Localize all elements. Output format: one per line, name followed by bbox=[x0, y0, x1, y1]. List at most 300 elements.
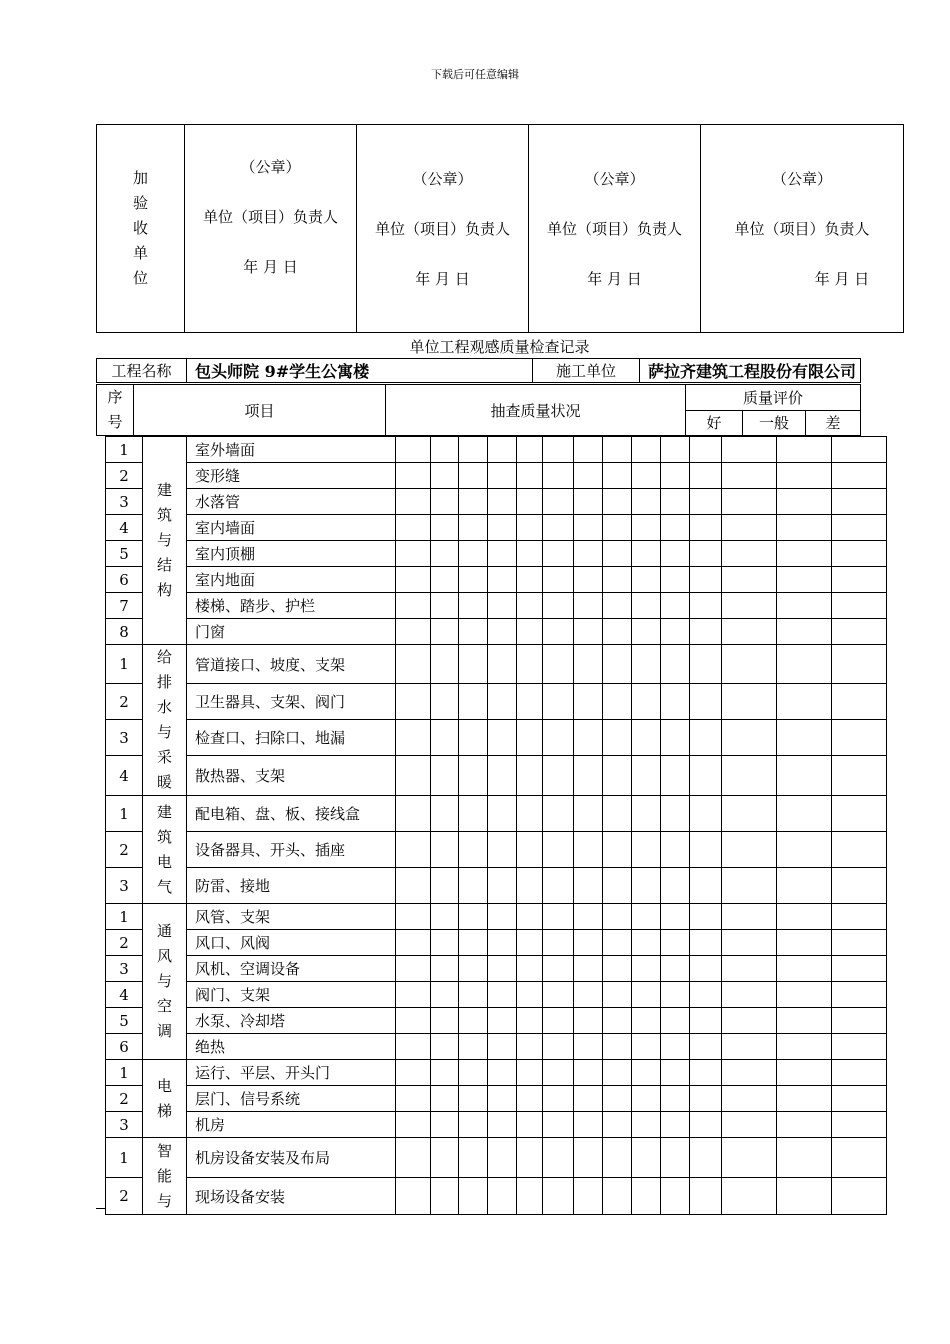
check-cell[interactable] bbox=[517, 645, 543, 684]
check-cell[interactable] bbox=[690, 720, 722, 756]
check-cell[interactable] bbox=[459, 1112, 488, 1138]
eval-good-cell[interactable] bbox=[722, 1178, 777, 1215]
check-cell[interactable] bbox=[603, 489, 632, 515]
check-cell[interactable] bbox=[543, 541, 574, 567]
check-cell[interactable] bbox=[431, 756, 459, 796]
check-cell[interactable] bbox=[396, 1112, 431, 1138]
check-cell[interactable] bbox=[488, 1138, 517, 1178]
check-cell[interactable] bbox=[488, 593, 517, 619]
check-cell[interactable] bbox=[574, 930, 603, 956]
check-cell[interactable] bbox=[543, 1008, 574, 1034]
check-cell[interactable] bbox=[396, 1060, 431, 1086]
eval-poor-cell[interactable] bbox=[832, 1034, 887, 1060]
check-cell[interactable] bbox=[488, 756, 517, 796]
check-cell[interactable] bbox=[690, 982, 722, 1008]
check-cell[interactable] bbox=[459, 437, 488, 463]
check-cell[interactable] bbox=[459, 930, 488, 956]
check-cell[interactable] bbox=[431, 515, 459, 541]
check-cell[interactable] bbox=[396, 593, 431, 619]
eval-poor-cell[interactable] bbox=[832, 1178, 887, 1215]
check-cell[interactable] bbox=[431, 1008, 459, 1034]
eval-poor-cell[interactable] bbox=[832, 796, 887, 832]
eval-normal-cell[interactable] bbox=[777, 1008, 832, 1034]
check-cell[interactable] bbox=[459, 593, 488, 619]
check-cell[interactable] bbox=[543, 756, 574, 796]
check-cell[interactable] bbox=[459, 645, 488, 684]
eval-good-cell[interactable] bbox=[722, 1060, 777, 1086]
check-cell[interactable] bbox=[632, 684, 661, 720]
check-cell[interactable] bbox=[488, 463, 517, 489]
check-cell[interactable] bbox=[690, 1086, 722, 1112]
check-cell[interactable] bbox=[661, 1138, 690, 1178]
check-cell[interactable] bbox=[603, 463, 632, 489]
check-cell[interactable] bbox=[690, 1138, 722, 1178]
check-cell[interactable] bbox=[574, 593, 603, 619]
check-cell[interactable] bbox=[603, 684, 632, 720]
check-cell[interactable] bbox=[543, 1034, 574, 1060]
check-cell[interactable] bbox=[396, 756, 431, 796]
check-cell[interactable] bbox=[574, 684, 603, 720]
check-cell[interactable] bbox=[632, 868, 661, 904]
check-cell[interactable] bbox=[543, 904, 574, 930]
check-cell[interactable] bbox=[543, 515, 574, 541]
check-cell[interactable] bbox=[517, 515, 543, 541]
eval-normal-cell[interactable] bbox=[777, 904, 832, 930]
check-cell[interactable] bbox=[431, 684, 459, 720]
check-cell[interactable] bbox=[574, 982, 603, 1008]
check-cell[interactable] bbox=[396, 796, 431, 832]
check-cell[interactable] bbox=[690, 904, 722, 930]
check-cell[interactable] bbox=[603, 868, 632, 904]
check-cell[interactable] bbox=[661, 567, 690, 593]
check-cell[interactable] bbox=[603, 593, 632, 619]
check-cell[interactable] bbox=[574, 567, 603, 593]
check-cell[interactable] bbox=[396, 904, 431, 930]
check-cell[interactable] bbox=[661, 956, 690, 982]
check-cell[interactable] bbox=[603, 1178, 632, 1215]
check-cell[interactable] bbox=[543, 832, 574, 868]
check-cell[interactable] bbox=[543, 720, 574, 756]
check-cell[interactable] bbox=[396, 956, 431, 982]
eval-normal-cell[interactable] bbox=[777, 796, 832, 832]
check-cell[interactable] bbox=[574, 489, 603, 515]
check-cell[interactable] bbox=[661, 1034, 690, 1060]
check-cell[interactable] bbox=[661, 930, 690, 956]
check-cell[interactable] bbox=[488, 956, 517, 982]
check-cell[interactable] bbox=[517, 832, 543, 868]
check-cell[interactable] bbox=[459, 1034, 488, 1060]
check-cell[interactable] bbox=[661, 832, 690, 868]
eval-good-cell[interactable] bbox=[722, 437, 777, 463]
check-cell[interactable] bbox=[488, 796, 517, 832]
eval-normal-cell[interactable] bbox=[777, 489, 832, 515]
check-cell[interactable] bbox=[632, 756, 661, 796]
check-cell[interactable] bbox=[690, 619, 722, 645]
check-cell[interactable] bbox=[632, 832, 661, 868]
eval-normal-cell[interactable] bbox=[777, 437, 832, 463]
check-cell[interactable] bbox=[431, 1060, 459, 1086]
check-cell[interactable] bbox=[396, 1086, 431, 1112]
eval-normal-cell[interactable] bbox=[777, 645, 832, 684]
check-cell[interactable] bbox=[690, 1178, 722, 1215]
check-cell[interactable] bbox=[661, 489, 690, 515]
check-cell[interactable] bbox=[632, 489, 661, 515]
check-cell[interactable] bbox=[396, 1138, 431, 1178]
eval-poor-cell[interactable] bbox=[832, 463, 887, 489]
eval-good-cell[interactable] bbox=[722, 1138, 777, 1178]
check-cell[interactable] bbox=[396, 982, 431, 1008]
check-cell[interactable] bbox=[690, 645, 722, 684]
check-cell[interactable] bbox=[603, 796, 632, 832]
check-cell[interactable] bbox=[459, 904, 488, 930]
check-cell[interactable] bbox=[603, 930, 632, 956]
check-cell[interactable] bbox=[488, 489, 517, 515]
check-cell[interactable] bbox=[574, 868, 603, 904]
check-cell[interactable] bbox=[690, 1112, 722, 1138]
check-cell[interactable] bbox=[603, 832, 632, 868]
check-cell[interactable] bbox=[543, 645, 574, 684]
eval-good-cell[interactable] bbox=[722, 619, 777, 645]
check-cell[interactable] bbox=[431, 1086, 459, 1112]
check-cell[interactable] bbox=[632, 1060, 661, 1086]
check-cell[interactable] bbox=[603, 1086, 632, 1112]
check-cell[interactable] bbox=[574, 515, 603, 541]
eval-good-cell[interactable] bbox=[722, 567, 777, 593]
check-cell[interactable] bbox=[603, 619, 632, 645]
check-cell[interactable] bbox=[459, 1086, 488, 1112]
eval-normal-cell[interactable] bbox=[777, 684, 832, 720]
check-cell[interactable] bbox=[431, 720, 459, 756]
check-cell[interactable] bbox=[431, 619, 459, 645]
eval-normal-cell[interactable] bbox=[777, 1138, 832, 1178]
check-cell[interactable] bbox=[543, 956, 574, 982]
check-cell[interactable] bbox=[661, 437, 690, 463]
check-cell[interactable] bbox=[574, 1178, 603, 1215]
check-cell[interactable] bbox=[632, 982, 661, 1008]
check-cell[interactable] bbox=[459, 619, 488, 645]
check-cell[interactable] bbox=[517, 756, 543, 796]
check-cell[interactable] bbox=[543, 1178, 574, 1215]
eval-normal-cell[interactable] bbox=[777, 756, 832, 796]
eval-good-cell[interactable] bbox=[722, 684, 777, 720]
check-cell[interactable] bbox=[459, 956, 488, 982]
check-cell[interactable] bbox=[690, 541, 722, 567]
eval-poor-cell[interactable] bbox=[832, 515, 887, 541]
check-cell[interactable] bbox=[603, 956, 632, 982]
check-cell[interactable] bbox=[488, 1034, 517, 1060]
check-cell[interactable] bbox=[488, 684, 517, 720]
check-cell[interactable] bbox=[543, 593, 574, 619]
check-cell[interactable] bbox=[488, 982, 517, 1008]
check-cell[interactable] bbox=[396, 720, 431, 756]
check-cell[interactable] bbox=[690, 1060, 722, 1086]
eval-poor-cell[interactable] bbox=[832, 541, 887, 567]
check-cell[interactable] bbox=[574, 619, 603, 645]
check-cell[interactable] bbox=[396, 489, 431, 515]
eval-normal-cell[interactable] bbox=[777, 515, 832, 541]
check-cell[interactable] bbox=[661, 684, 690, 720]
eval-good-cell[interactable] bbox=[722, 832, 777, 868]
check-cell[interactable] bbox=[574, 463, 603, 489]
check-cell[interactable] bbox=[396, 463, 431, 489]
check-cell[interactable] bbox=[574, 956, 603, 982]
check-cell[interactable] bbox=[517, 593, 543, 619]
check-cell[interactable] bbox=[632, 463, 661, 489]
check-cell[interactable] bbox=[574, 1034, 603, 1060]
check-cell[interactable] bbox=[574, 1138, 603, 1178]
check-cell[interactable] bbox=[459, 982, 488, 1008]
check-cell[interactable] bbox=[574, 1008, 603, 1034]
check-cell[interactable] bbox=[543, 619, 574, 645]
check-cell[interactable] bbox=[459, 720, 488, 756]
check-cell[interactable] bbox=[396, 567, 431, 593]
check-cell[interactable] bbox=[488, 645, 517, 684]
check-cell[interactable] bbox=[632, 904, 661, 930]
eval-poor-cell[interactable] bbox=[832, 1086, 887, 1112]
check-cell[interactable] bbox=[632, 437, 661, 463]
check-cell[interactable] bbox=[661, 593, 690, 619]
check-cell[interactable] bbox=[661, 1086, 690, 1112]
check-cell[interactable] bbox=[690, 437, 722, 463]
check-cell[interactable] bbox=[632, 619, 661, 645]
eval-poor-cell[interactable] bbox=[832, 868, 887, 904]
eval-normal-cell[interactable] bbox=[777, 619, 832, 645]
check-cell[interactable] bbox=[459, 868, 488, 904]
check-cell[interactable] bbox=[396, 1034, 431, 1060]
check-cell[interactable] bbox=[459, 684, 488, 720]
check-cell[interactable] bbox=[459, 756, 488, 796]
check-cell[interactable] bbox=[488, 1112, 517, 1138]
check-cell[interactable] bbox=[603, 645, 632, 684]
check-cell[interactable] bbox=[396, 684, 431, 720]
check-cell[interactable] bbox=[603, 1138, 632, 1178]
check-cell[interactable] bbox=[661, 1008, 690, 1034]
check-cell[interactable] bbox=[690, 489, 722, 515]
check-cell[interactable] bbox=[396, 541, 431, 567]
check-cell[interactable] bbox=[396, 437, 431, 463]
check-cell[interactable] bbox=[431, 956, 459, 982]
eval-poor-cell[interactable] bbox=[832, 832, 887, 868]
check-cell[interactable] bbox=[517, 437, 543, 463]
eval-normal-cell[interactable] bbox=[777, 593, 832, 619]
check-cell[interactable] bbox=[431, 982, 459, 1008]
check-cell[interactable] bbox=[459, 515, 488, 541]
eval-good-cell[interactable] bbox=[722, 1086, 777, 1112]
eval-good-cell[interactable] bbox=[722, 489, 777, 515]
check-cell[interactable] bbox=[431, 904, 459, 930]
eval-good-cell[interactable] bbox=[722, 956, 777, 982]
check-cell[interactable] bbox=[431, 1178, 459, 1215]
check-cell[interactable] bbox=[543, 930, 574, 956]
eval-poor-cell[interactable] bbox=[832, 437, 887, 463]
check-cell[interactable] bbox=[431, 437, 459, 463]
eval-normal-cell[interactable] bbox=[777, 541, 832, 567]
eval-poor-cell[interactable] bbox=[832, 956, 887, 982]
check-cell[interactable] bbox=[396, 645, 431, 684]
eval-poor-cell[interactable] bbox=[832, 684, 887, 720]
eval-poor-cell[interactable] bbox=[832, 930, 887, 956]
check-cell[interactable] bbox=[603, 756, 632, 796]
eval-poor-cell[interactable] bbox=[832, 645, 887, 684]
check-cell[interactable] bbox=[543, 796, 574, 832]
check-cell[interactable] bbox=[517, 1086, 543, 1112]
eval-normal-cell[interactable] bbox=[777, 930, 832, 956]
check-cell[interactable] bbox=[574, 904, 603, 930]
check-cell[interactable] bbox=[431, 930, 459, 956]
check-cell[interactable] bbox=[517, 567, 543, 593]
eval-normal-cell[interactable] bbox=[777, 463, 832, 489]
eval-good-cell[interactable] bbox=[722, 645, 777, 684]
check-cell[interactable] bbox=[543, 489, 574, 515]
check-cell[interactable] bbox=[632, 956, 661, 982]
check-cell[interactable] bbox=[431, 832, 459, 868]
check-cell[interactable] bbox=[690, 463, 722, 489]
check-cell[interactable] bbox=[431, 796, 459, 832]
eval-good-cell[interactable] bbox=[722, 904, 777, 930]
check-cell[interactable] bbox=[632, 1178, 661, 1215]
check-cell[interactable] bbox=[632, 567, 661, 593]
check-cell[interactable] bbox=[431, 1138, 459, 1178]
check-cell[interactable] bbox=[459, 1060, 488, 1086]
check-cell[interactable] bbox=[459, 796, 488, 832]
check-cell[interactable] bbox=[603, 515, 632, 541]
check-cell[interactable] bbox=[661, 463, 690, 489]
eval-poor-cell[interactable] bbox=[832, 593, 887, 619]
check-cell[interactable] bbox=[632, 1008, 661, 1034]
check-cell[interactable] bbox=[431, 593, 459, 619]
check-cell[interactable] bbox=[488, 1060, 517, 1086]
check-cell[interactable] bbox=[459, 1178, 488, 1215]
check-cell[interactable] bbox=[603, 982, 632, 1008]
check-cell[interactable] bbox=[603, 720, 632, 756]
check-cell[interactable] bbox=[690, 796, 722, 832]
eval-good-cell[interactable] bbox=[722, 756, 777, 796]
check-cell[interactable] bbox=[632, 1086, 661, 1112]
check-cell[interactable] bbox=[574, 796, 603, 832]
eval-poor-cell[interactable] bbox=[832, 1008, 887, 1034]
check-cell[interactable] bbox=[603, 567, 632, 593]
check-cell[interactable] bbox=[517, 1138, 543, 1178]
check-cell[interactable] bbox=[690, 593, 722, 619]
check-cell[interactable] bbox=[603, 1112, 632, 1138]
check-cell[interactable] bbox=[690, 684, 722, 720]
check-cell[interactable] bbox=[396, 1178, 431, 1215]
check-cell[interactable] bbox=[690, 832, 722, 868]
check-cell[interactable] bbox=[690, 1008, 722, 1034]
eval-poor-cell[interactable] bbox=[832, 619, 887, 645]
check-cell[interactable] bbox=[603, 541, 632, 567]
eval-poor-cell[interactable] bbox=[832, 1112, 887, 1138]
check-cell[interactable] bbox=[632, 1034, 661, 1060]
eval-normal-cell[interactable] bbox=[777, 1178, 832, 1215]
check-cell[interactable] bbox=[517, 956, 543, 982]
check-cell[interactable] bbox=[517, 463, 543, 489]
eval-good-cell[interactable] bbox=[722, 463, 777, 489]
check-cell[interactable] bbox=[543, 437, 574, 463]
check-cell[interactable] bbox=[574, 832, 603, 868]
eval-normal-cell[interactable] bbox=[777, 1034, 832, 1060]
check-cell[interactable] bbox=[517, 619, 543, 645]
check-cell[interactable] bbox=[517, 1060, 543, 1086]
check-cell[interactable] bbox=[488, 904, 517, 930]
check-cell[interactable] bbox=[488, 930, 517, 956]
check-cell[interactable] bbox=[431, 567, 459, 593]
check-cell[interactable] bbox=[396, 868, 431, 904]
check-cell[interactable] bbox=[690, 956, 722, 982]
check-cell[interactable] bbox=[517, 796, 543, 832]
eval-good-cell[interactable] bbox=[722, 593, 777, 619]
check-cell[interactable] bbox=[632, 1138, 661, 1178]
check-cell[interactable] bbox=[459, 489, 488, 515]
check-cell[interactable] bbox=[603, 1034, 632, 1060]
check-cell[interactable] bbox=[488, 720, 517, 756]
check-cell[interactable] bbox=[488, 1008, 517, 1034]
check-cell[interactable] bbox=[431, 645, 459, 684]
check-cell[interactable] bbox=[459, 463, 488, 489]
check-cell[interactable] bbox=[632, 796, 661, 832]
eval-good-cell[interactable] bbox=[722, 1034, 777, 1060]
check-cell[interactable] bbox=[574, 437, 603, 463]
check-cell[interactable] bbox=[543, 1138, 574, 1178]
check-cell[interactable] bbox=[459, 1138, 488, 1178]
check-cell[interactable] bbox=[574, 720, 603, 756]
eval-poor-cell[interactable] bbox=[832, 567, 887, 593]
check-cell[interactable] bbox=[488, 832, 517, 868]
check-cell[interactable] bbox=[690, 1034, 722, 1060]
check-cell[interactable] bbox=[603, 1008, 632, 1034]
check-cell[interactable] bbox=[543, 868, 574, 904]
check-cell[interactable] bbox=[661, 645, 690, 684]
check-cell[interactable] bbox=[396, 619, 431, 645]
eval-normal-cell[interactable] bbox=[777, 1060, 832, 1086]
check-cell[interactable] bbox=[603, 437, 632, 463]
check-cell[interactable] bbox=[574, 1060, 603, 1086]
check-cell[interactable] bbox=[632, 593, 661, 619]
eval-normal-cell[interactable] bbox=[777, 832, 832, 868]
check-cell[interactable] bbox=[396, 1008, 431, 1034]
check-cell[interactable] bbox=[661, 904, 690, 930]
check-cell[interactable] bbox=[431, 463, 459, 489]
check-cell[interactable] bbox=[690, 756, 722, 796]
eval-good-cell[interactable] bbox=[722, 930, 777, 956]
check-cell[interactable] bbox=[661, 1060, 690, 1086]
eval-poor-cell[interactable] bbox=[832, 904, 887, 930]
eval-normal-cell[interactable] bbox=[777, 567, 832, 593]
eval-normal-cell[interactable] bbox=[777, 956, 832, 982]
check-cell[interactable] bbox=[517, 489, 543, 515]
check-cell[interactable] bbox=[396, 515, 431, 541]
check-cell[interactable] bbox=[488, 567, 517, 593]
check-cell[interactable] bbox=[517, 1034, 543, 1060]
check-cell[interactable] bbox=[396, 930, 431, 956]
check-cell[interactable] bbox=[690, 868, 722, 904]
check-cell[interactable] bbox=[632, 720, 661, 756]
check-cell[interactable] bbox=[661, 982, 690, 1008]
check-cell[interactable] bbox=[459, 567, 488, 593]
check-cell[interactable] bbox=[543, 1060, 574, 1086]
check-cell[interactable] bbox=[488, 619, 517, 645]
eval-good-cell[interactable] bbox=[722, 720, 777, 756]
check-cell[interactable] bbox=[543, 684, 574, 720]
check-cell[interactable] bbox=[517, 868, 543, 904]
eval-normal-cell[interactable] bbox=[777, 982, 832, 1008]
check-cell[interactable] bbox=[431, 541, 459, 567]
check-cell[interactable] bbox=[488, 1178, 517, 1215]
check-cell[interactable] bbox=[517, 541, 543, 567]
eval-normal-cell[interactable] bbox=[777, 868, 832, 904]
check-cell[interactable] bbox=[459, 541, 488, 567]
eval-good-cell[interactable] bbox=[722, 982, 777, 1008]
